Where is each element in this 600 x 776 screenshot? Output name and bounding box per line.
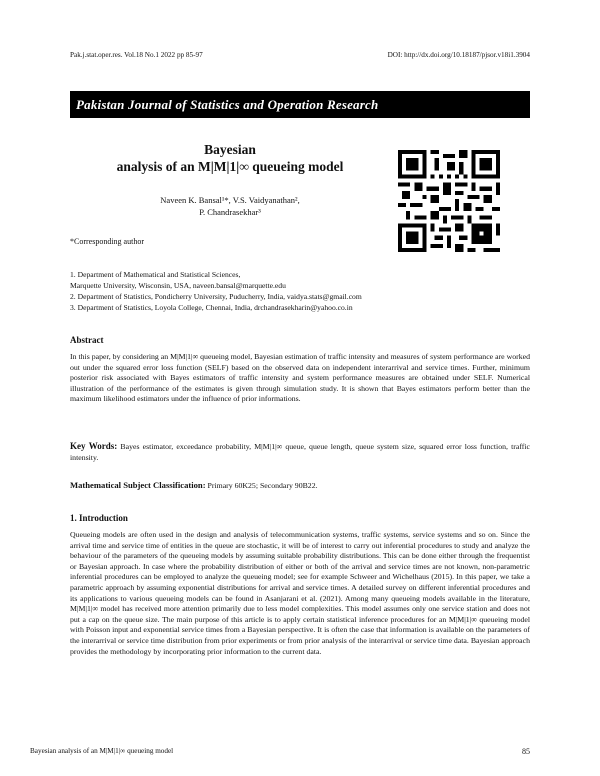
corresponding-author-note: *Corresponding author	[70, 237, 144, 246]
intro-body: Queueing models are often used in the design and analysis of telecommunication systems, traffic systems, service systems and so on. Since the arrival time and service time of entities in the queue are stochastic, it will be of interest to carry out inferential procedures to study and analyze the behaviour of the parameters of the queueing models by assuming suitable probability distributions. This can be done either through the frequentist or Bayesian approach. In case where the probability distribution of either or both of the arrival and service times are not known, non-parametric inferential procedures can be employed to analyze the queueing model; see for example Schweer and Wichelhaus (2015). In this paper, we take a parametric approach by assuming exponential distributions for arrival and service times. A detailed survey on different inferential procedures and its applications to various queueing models can be found in Asanjarani et al. (2021). Among many queueing models available in the literature, M|M|1|∞ model has received more attention primarily due to less model complexities. This model assumes only one service station and does not put a cap on the queue size. The main purpose of this article is to apply certain statistical inference procedures for an M|M|1|∞ queueing model with Poisson input and exponential service times from a Bayesian perspective. It is often the case that information is available on the parameters of the interarrival or service time distribution from prior experiments or from prior analysis of the interarrival or service time data. Bayesian approach provides the methodology by incorporating prior information to the current data.	[70, 530, 530, 656]
msc	[70, 480, 530, 492]
paper-title-line-1: Bayesian	[204, 142, 256, 157]
journal-name: Pakistan Journal of Statistics and Operation Research	[76, 97, 379, 112]
affiliation-2: 2. Department of Statistics, Pondicherry University, Puducherry, India, vaidya.stats@gmail.com	[70, 292, 362, 301]
authors-line-1: Naveen K. Bansal¹*, V.S. Vaidyanathan²,	[160, 195, 300, 205]
abstract-heading: Abstract	[70, 335, 104, 345]
doi-link[interactable]: DOI: http://dx.doi.org/10.18187/pjsor.v18i1.3904	[387, 51, 530, 59]
intro-heading: 1. Introduction	[70, 513, 128, 523]
authors-line-2: P. Chandrasekhar³	[199, 207, 261, 217]
affiliation-1-cont: Marquette University, Wisconsin, USA, naveen.bansal@marquette.edu	[70, 281, 286, 290]
page-number: 85	[522, 747, 530, 756]
msc-label: Mathematical Subject Classification:	[70, 480, 206, 490]
keywords	[70, 441, 530, 463]
paper-title-line-2: analysis of an M|M|1|∞ queueing model	[116, 159, 344, 174]
keywords-text: Bayes estimator, exceedance probability, M|M|1|∞ queue, queue length, queue system size, squared error loss function, traffic intensity.	[70, 442, 531, 462]
msc-text: Primary 60K25; Secondary 90B22.	[207, 481, 318, 490]
affiliation-1: 1. Department of Mathematical and Statistical Sciences,	[70, 270, 241, 279]
affiliation-3: 3. Department of Statistics, Loyola College, Chennai, India, drchandrasekharin@yahoo.co.in	[70, 303, 353, 312]
qr-code	[398, 150, 500, 252]
journal-banner	[70, 91, 530, 118]
keywords-label: Key Words:	[70, 441, 118, 451]
footer-running-title: Bayesian analysis of an M|M|1|∞ queueing model	[30, 747, 174, 755]
abstract-body: In this paper, by considering an M|M|1|∞ queueing model, Bayesian estimation of traffic intensity and measures of system performance are worked out under the squared error loss function (SELF) based on the observed data on independent interarrival and service times. Further, minimum posterior risk associated with Bayes estimators of traffic intensity and system performance measures are obtained under SELF. Numerical illustration of the performance of the estimates is given through simulation study. It is shown that Bayes estimators perform better than the maximum likelihood estimators under the influence of prior informations.	[70, 352, 530, 404]
journal-citation: Pak.j.stat.oper.res. Vol.18 No.1 2022 pp 85-97	[70, 51, 203, 59]
